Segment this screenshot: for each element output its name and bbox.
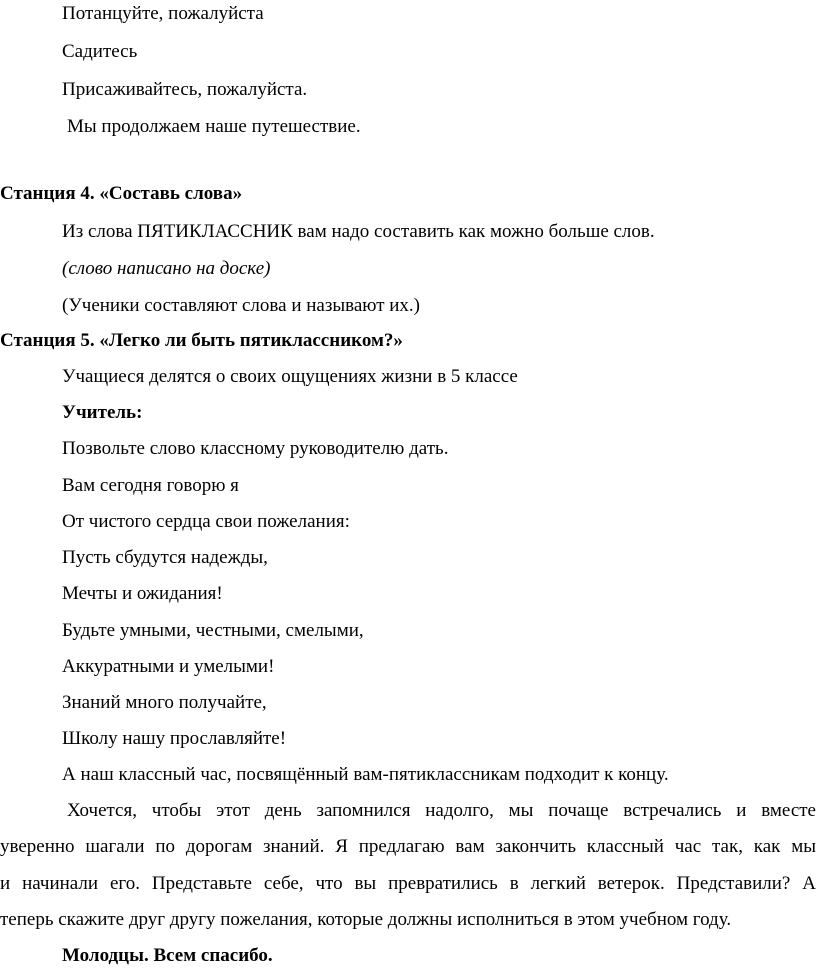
poem-line: Знаний много получайте, bbox=[62, 692, 267, 713]
paragraph-line: Хочется, чтобы этот день запомнился надолго, мы почаще встречались и вместе bbox=[67, 800, 816, 821]
paragraph-line: уверенно шагали по дорогам знаний. Я предлагаю вам закончить классный час так, как мы bbox=[0, 836, 816, 857]
poem-line: Пусть сбудутся надежды, bbox=[62, 547, 268, 568]
poem-line: Мечты и ожидания! bbox=[62, 583, 223, 604]
poem-line: Аккуратными и умелыми! bbox=[62, 656, 275, 677]
paragraph-line: теперь скажите друг другу пожелания, которые должны исполниться в этом учебном году. bbox=[0, 909, 732, 930]
closing-line: Молодцы. Всем спасибо. bbox=[62, 945, 273, 966]
poem-line: Вам сегодня говорю я bbox=[62, 475, 239, 496]
poem-line: От чистого сердца свои пожелания: bbox=[62, 511, 350, 532]
text-line: Мы продолжаем наше путешествие. bbox=[67, 116, 361, 137]
text-line: (Ученики составляют слова и называют их.) bbox=[62, 295, 421, 316]
poem-line: Будьте умными, честными, смелыми, bbox=[62, 620, 364, 641]
station-4-heading: Станция 4. «Составь слова» bbox=[0, 183, 243, 204]
poem-line: Школу нашу прославляйте! bbox=[62, 728, 287, 749]
teacher-label: Учитель: bbox=[62, 402, 143, 423]
text-line: А наш классный час, посвящённый вам-пятиклассникам подходит к концу. bbox=[62, 764, 669, 785]
text-line: Присаживайтесь, пожалуйста. bbox=[62, 79, 308, 100]
text-line: Из слова ПЯТИКЛАССНИК вам надо составить как можно больше слов. bbox=[62, 221, 655, 242]
text-line: Садитесь bbox=[62, 41, 138, 62]
station-5-heading: Станция 5. «Легко ли быть пятиклассником?» bbox=[0, 330, 403, 351]
italic-note: (слово написано на доске) bbox=[62, 258, 271, 279]
poem-line: Позвольте слово классному руководителю дать. bbox=[62, 438, 449, 459]
text-line: Потанцуйте, пожалуйста bbox=[62, 3, 264, 24]
text-line: Учащиеся делятся о своих ощущениях жизни в 5 классе bbox=[62, 366, 518, 387]
paragraph-line: и начинали его. Представьте себе, что вы превратились в легкий ветерок. Представили? А bbox=[0, 873, 816, 894]
